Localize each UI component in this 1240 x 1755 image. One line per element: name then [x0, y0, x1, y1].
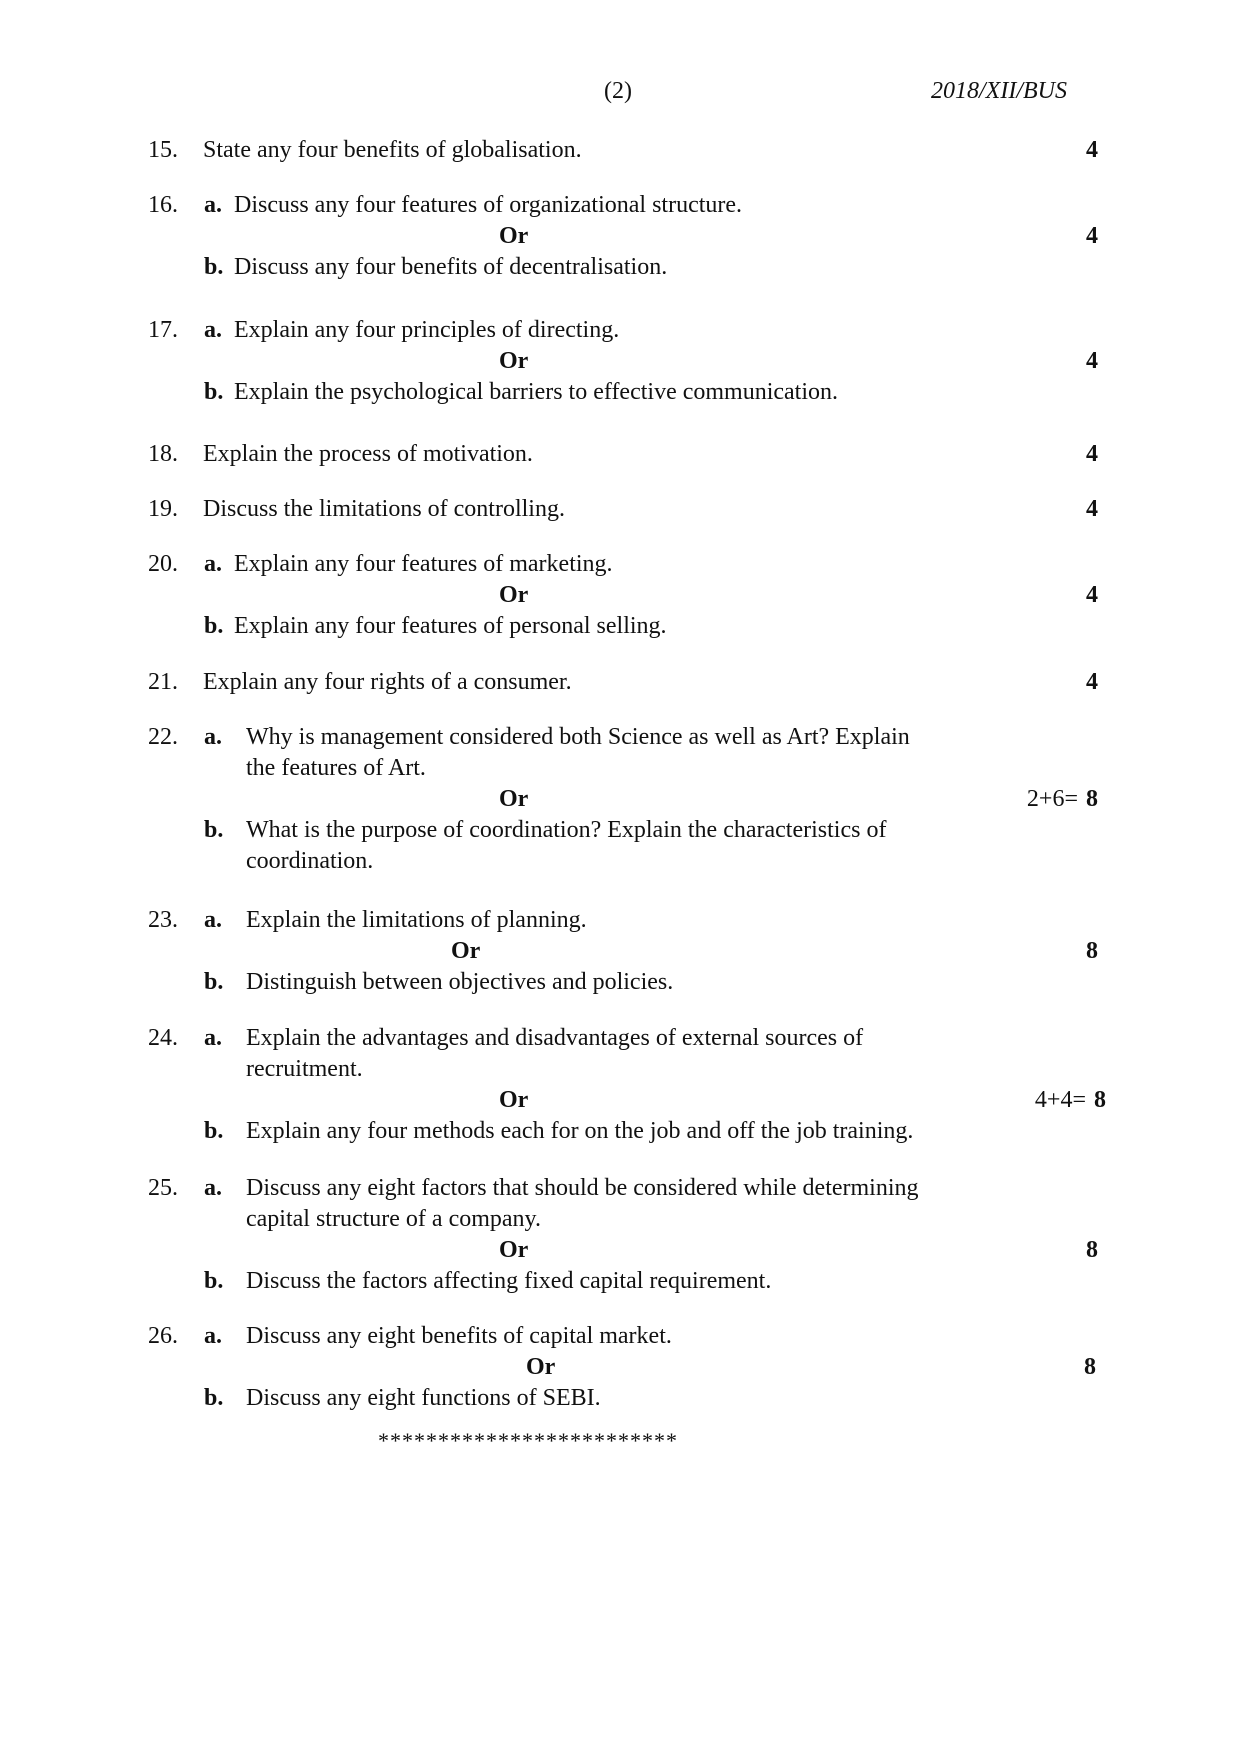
option-b — [204, 967, 673, 998]
option-b-label: b. — [204, 254, 224, 280]
option-b-text: Discuss any four benefits of decentralisation. — [234, 254, 668, 280]
option-b-label: b. — [204, 379, 224, 405]
or-separator: Or — [499, 1237, 529, 1263]
question-marks — [1027, 784, 1098, 815]
question-marks: 4 — [1086, 137, 1098, 163]
question-number: 20. — [148, 551, 178, 577]
question-number: 25. — [148, 1175, 178, 1201]
question-marks: 4 — [1086, 223, 1098, 249]
option-b — [204, 377, 838, 408]
question-marks: 4 — [1086, 496, 1098, 522]
option-b — [204, 815, 886, 846]
option-a-text-line1: Why is management considered both Science as well as Art? Explain — [246, 724, 910, 750]
option-a — [204, 722, 910, 753]
option-a-text-line1: Explain the advantages and disadvantages of external sources of — [246, 1025, 864, 1051]
option-a-label: a. — [204, 551, 222, 577]
option-b-text-line1: What is the purpose of coordination? Explain the characteristics of — [246, 817, 887, 843]
option-b-text-line2: coordination. — [246, 848, 374, 874]
option-a-label: a. — [204, 192, 222, 218]
option-b-text: Distinguish between objectives and policies. — [246, 969, 674, 995]
or-separator: Or — [499, 582, 529, 608]
option-a-text-line2: capital structure of a company. — [246, 1206, 541, 1232]
marks-split: 4+4= — [1034, 1087, 1086, 1113]
question-number: 22. — [148, 724, 178, 750]
option-b-text: Discuss any eight functions of SEBI. — [246, 1385, 601, 1411]
question-number: 15. — [148, 137, 178, 163]
question-text: Explain the process of motivation. — [203, 441, 533, 467]
option-b-text: Discuss the factors affecting fixed capital requirement. — [246, 1268, 772, 1294]
marks-total: 8 — [1094, 1087, 1106, 1113]
option-b — [204, 1266, 771, 1297]
question-number: 16. — [148, 192, 178, 218]
question-text: Explain any four rights of a consumer. — [203, 669, 572, 695]
or-separator: Or — [526, 1354, 556, 1380]
question-number: 21. — [148, 669, 178, 695]
question-text: State any four benefits of globalisation. — [203, 137, 582, 163]
option-b — [204, 611, 667, 642]
question-number: 23. — [148, 907, 178, 933]
end-of-paper-marker: ************************* — [378, 1428, 678, 1453]
option-b-label: b. — [204, 613, 224, 639]
question-marks: 4 — [1086, 441, 1098, 467]
option-b — [204, 1383, 601, 1414]
question-marks: 4 — [1086, 348, 1098, 374]
option-a — [204, 1023, 863, 1054]
or-separator: Or — [499, 1087, 529, 1113]
question-marks: 8 — [1086, 1237, 1098, 1263]
question-number: 24. — [148, 1025, 178, 1051]
option-b-label: b. — [204, 1268, 224, 1294]
page-number: (2) — [604, 78, 632, 104]
option-b-label: b. — [204, 1385, 224, 1411]
question-marks: 4 — [1086, 582, 1098, 608]
marks-split: 2+6= — [1026, 786, 1078, 812]
option-b-text: Explain any four methods each for on the job and off the job training. — [246, 1118, 914, 1144]
option-a — [204, 549, 613, 580]
option-a-label: a. — [204, 1025, 222, 1051]
question-text: Discuss the limitations of controlling. — [203, 496, 565, 522]
question-marks: 8 — [1084, 1354, 1096, 1380]
option-b-label: b. — [204, 969, 224, 995]
option-a-label: a. — [204, 907, 222, 933]
option-a-text-line1: Discuss any eight factors that should be considered while determining — [246, 1175, 919, 1201]
option-a — [204, 1173, 919, 1204]
question-number: 26. — [148, 1323, 178, 1349]
option-b — [204, 252, 667, 283]
option-b-label: b. — [204, 817, 224, 843]
question-marks: 4 — [1086, 669, 1098, 695]
question-number: 18. — [148, 441, 178, 467]
paper-code: 2018/XII/BUS — [931, 78, 1067, 104]
option-b-text: Explain the psychological barriers to effective communication. — [234, 379, 839, 405]
option-a-text-line2: recruitment. — [246, 1056, 363, 1082]
option-a-text: Explain any four features of marketing. — [234, 551, 613, 577]
option-a-text: Explain the limitations of planning. — [246, 907, 587, 933]
marks-total: 8 — [1086, 786, 1098, 812]
or-separator: Or — [499, 223, 529, 249]
option-a-text-line2: the features of Art. — [246, 755, 426, 781]
option-b-label: b. — [204, 1118, 224, 1144]
question-marks — [1035, 1085, 1106, 1116]
or-separator: Or — [451, 938, 481, 964]
option-a — [204, 905, 587, 936]
question-number: 17. — [148, 317, 178, 343]
option-a-text: Discuss any four features of organizational structure. — [234, 192, 743, 218]
option-a — [204, 315, 619, 346]
option-a-label: a. — [204, 724, 222, 750]
option-b-text: Explain any four features of personal selling. — [234, 613, 667, 639]
option-a-label: a. — [204, 1323, 222, 1349]
question-number: 19. — [148, 496, 178, 522]
option-a-label: a. — [204, 317, 222, 343]
option-b — [204, 1116, 913, 1147]
option-a-text: Explain any four principles of directing. — [234, 317, 620, 343]
or-separator: Or — [499, 348, 529, 374]
option-a-text: Discuss any eight benefits of capital market. — [246, 1323, 672, 1349]
option-a — [204, 190, 742, 221]
question-marks: 8 — [1086, 938, 1098, 964]
option-a-label: a. — [204, 1175, 222, 1201]
or-separator: Or — [499, 786, 529, 812]
option-a — [204, 1321, 672, 1352]
